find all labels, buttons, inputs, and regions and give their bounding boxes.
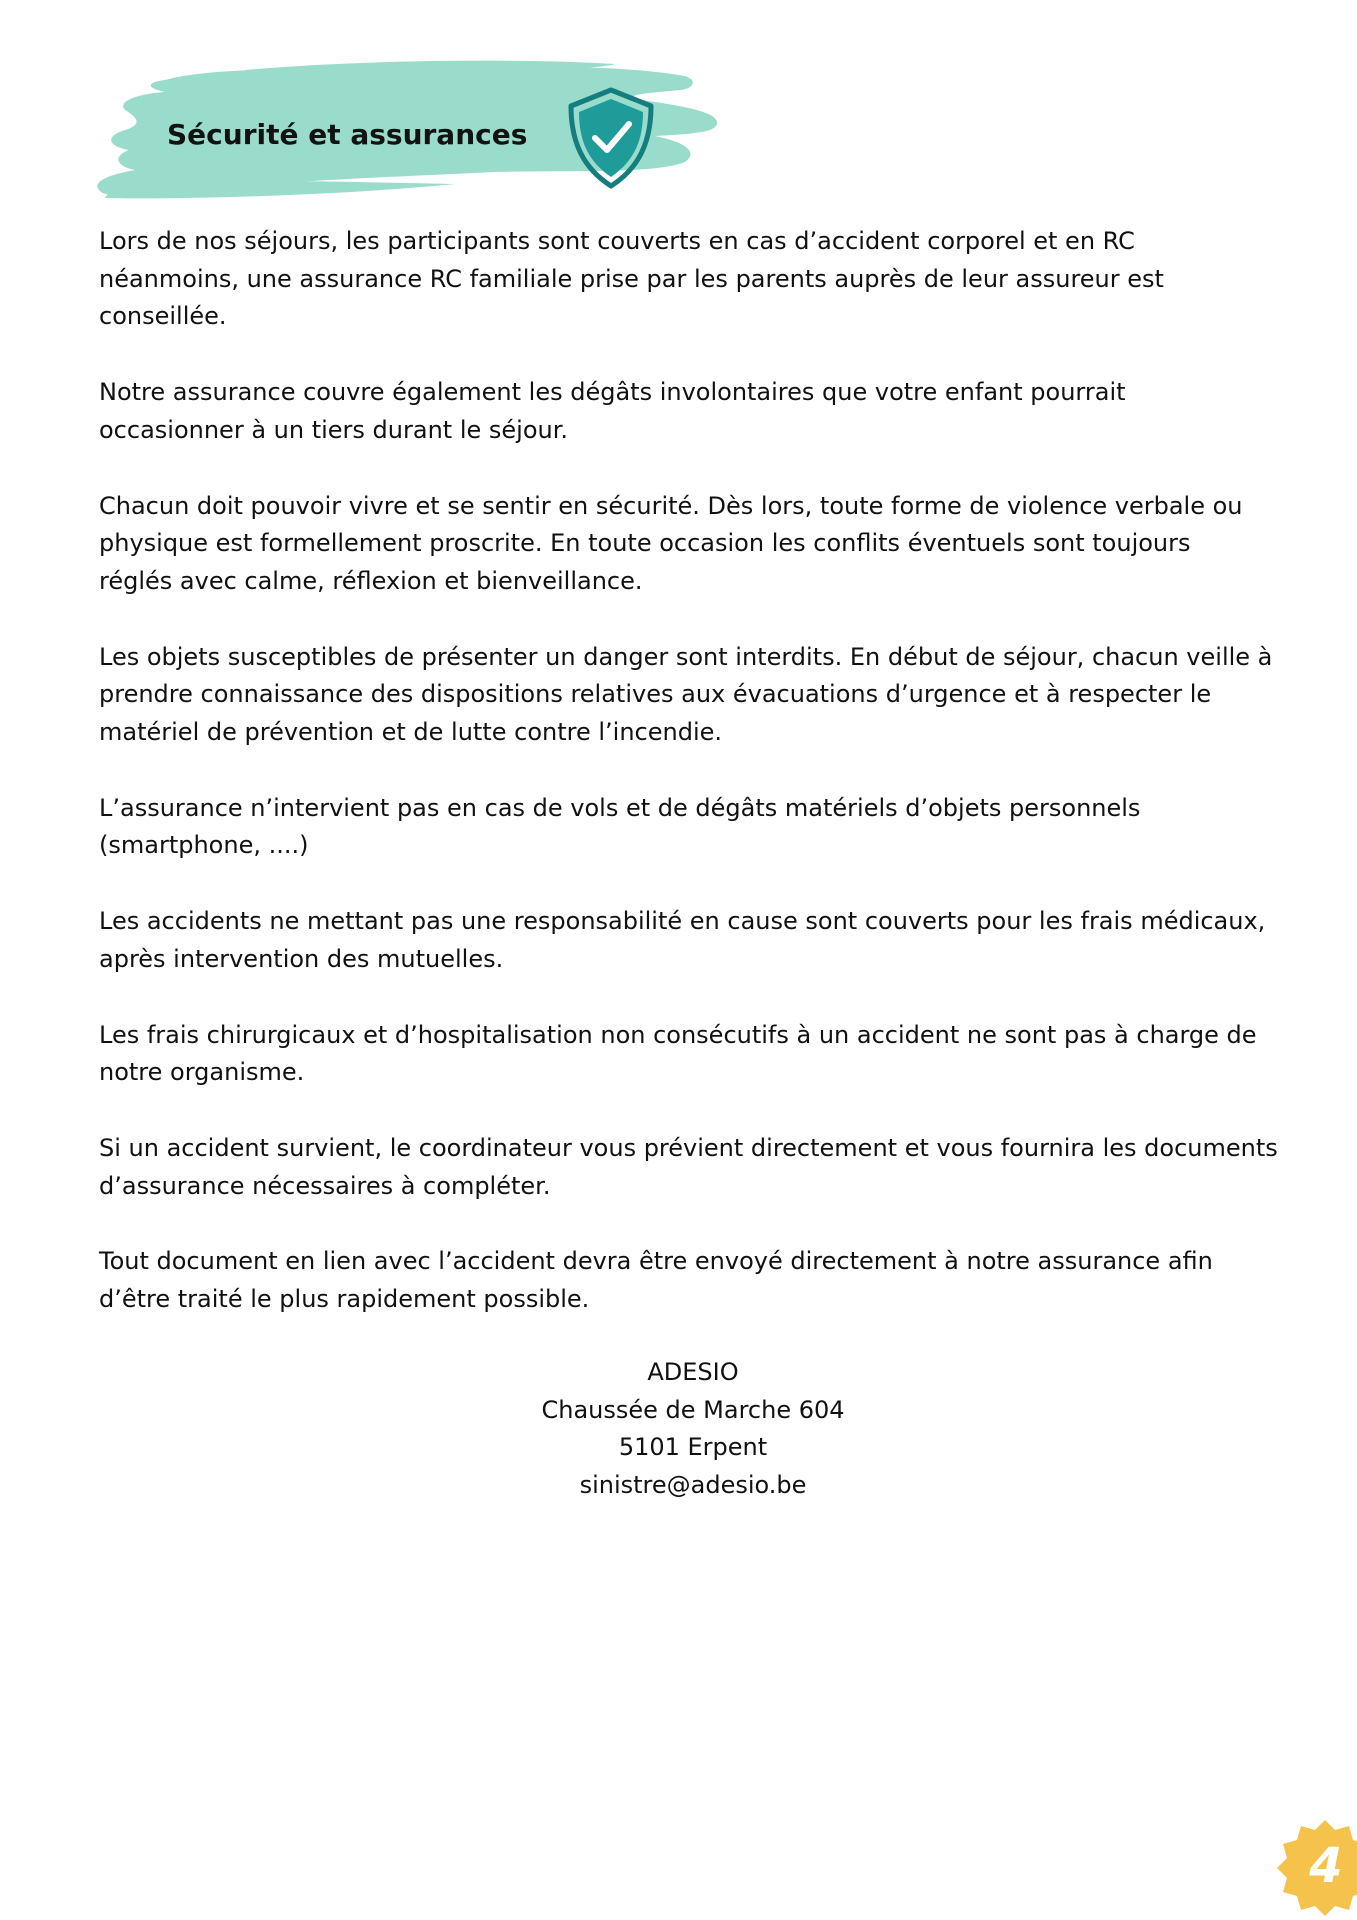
insurer-address	[393, 1354, 993, 1505]
paragraph: Les objets susceptibles de présenter un danger sont interdits. En début de séjour, chacun veille à prendre connaissance des dispositions relatives aux évacuations d’urgence et à respecter le matériel de prévention et de lutte contre l’incendie.	[99, 642, 1273, 747]
insurer-email[interactable]: sinistre@adesio.be	[579, 1471, 807, 1500]
section-header	[95, 58, 735, 208]
insurer-city: 5101 Erpent	[618, 1433, 768, 1462]
page-title: Sécurité et assurances	[167, 118, 528, 151]
insurer-street: Chaussée de Marche 604	[541, 1395, 845, 1424]
paragraph: Lors de nos séjours, les participants sont couverts en cas d’accident corporel et en RC néanmoins, une assurance RC familiale prise par les parents auprès de leur assureur est conseillée.	[99, 227, 1164, 331]
paragraph: Les accidents ne mettant pas une responsabilité en cause sont couverts pour les frais médicaux, après intervention des mutuelles.	[99, 907, 1266, 973]
paragraph: Chacun doit pouvoir vivre et se sentir en sécurité. Dès lors, toute forme de violence verbale ou physique est formellement proscrite. En toute occasion les conflits éventuels sont toujours réglés avec calme, réflexion et bienveillance.	[99, 491, 1243, 595]
body-content	[99, 223, 1289, 1357]
shield-check-icon	[563, 86, 659, 190]
paragraph: Les frais chirurgicaux et d’hospitalisation non consécutifs à un accident ne sont pas à charge de notre organisme.	[99, 1020, 1257, 1087]
paragraph: Tout document en lien avec l’accident devra être envoyé directement à notre assurance afin d’être traité le plus rapidement possible.	[99, 1247, 1213, 1314]
paragraph: L’assurance n’intervient pas en cas de vols et de dégâts matériels d’objets personnels (smartphone, ....)	[99, 793, 1141, 860]
insurer-name: ADESIO	[647, 1358, 739, 1386]
page-number: 4	[1309, 1838, 1343, 1894]
paragraph: Si un accident survient, le coordinateur vous prévient directement et vous fournira les documents d’assurance nécessaires à compléter.	[99, 1133, 1278, 1200]
page-number-badge	[1275, 1816, 1357, 1920]
paragraph: Notre assurance couvre également les dégâts involontaires que votre enfant pourrait occasionner à un tiers durant le séjour.	[99, 378, 1126, 444]
